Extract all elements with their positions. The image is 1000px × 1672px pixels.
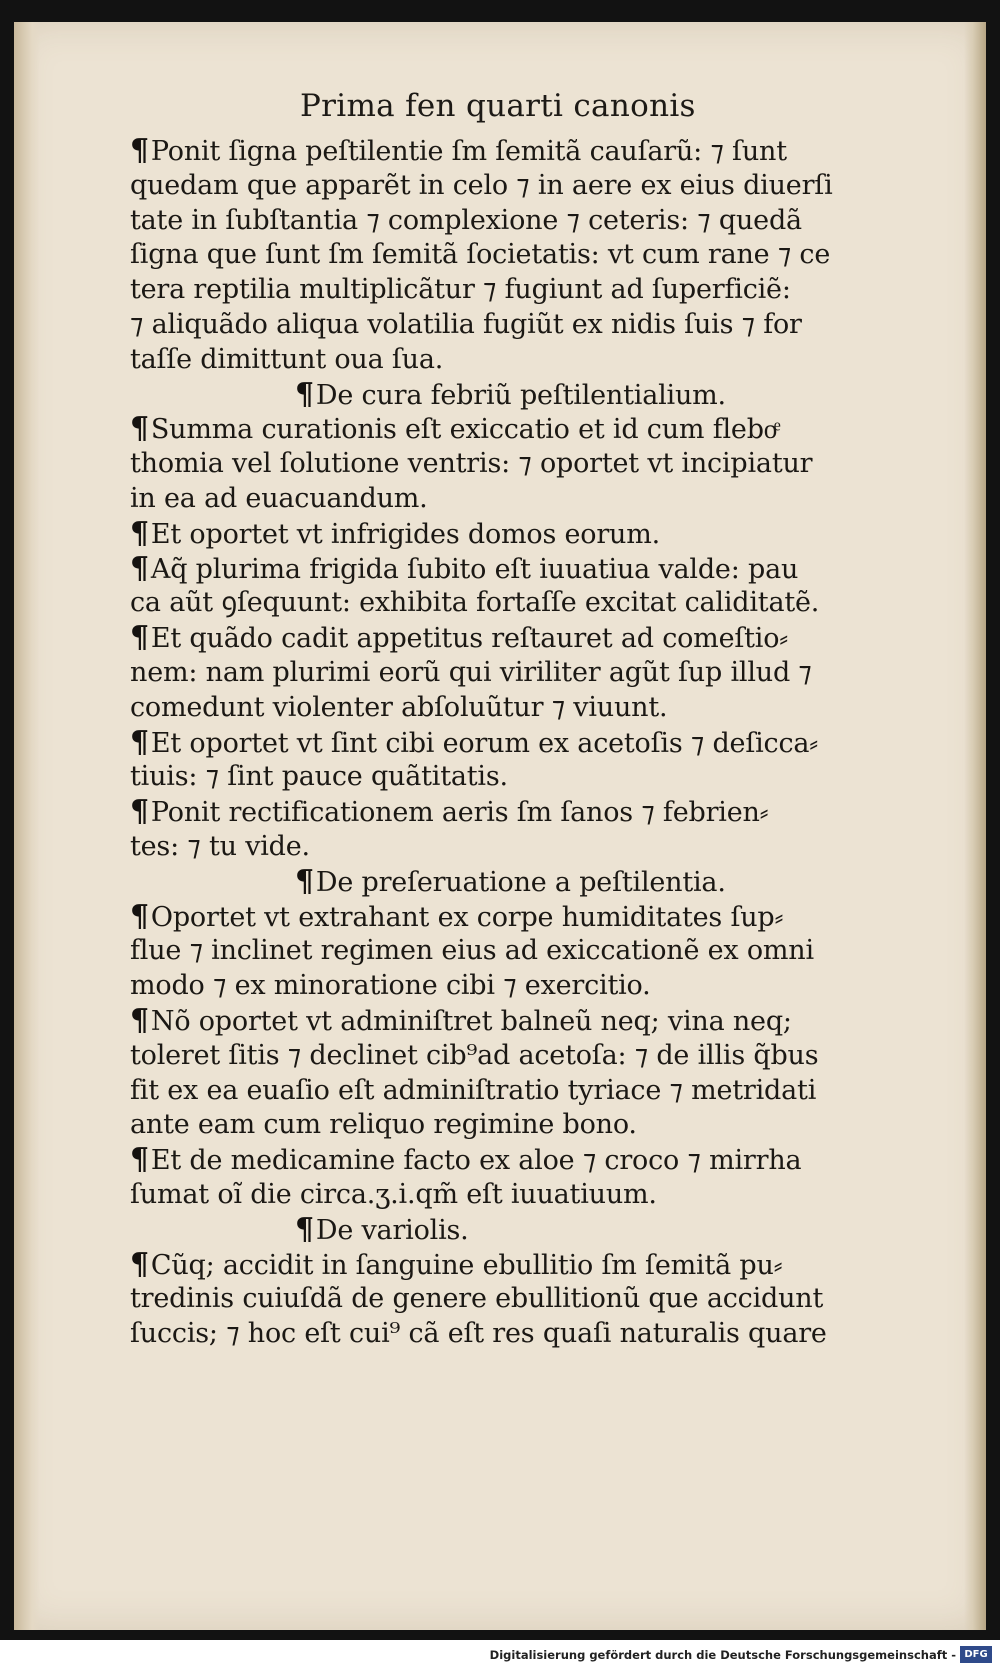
line-text: De cura febriũ peſtilentialium.: [315, 379, 726, 411]
line-text: thomia vel ſolutione ventris: ⁊ oportet vt incipiatur: [130, 448, 813, 480]
line-text: taſſe dimittunt oua ſua.: [130, 343, 444, 375]
text-line: [130, 1074, 900, 1109]
paragraph-mark: ¶: [130, 1003, 149, 1038]
text-line: [130, 1143, 900, 1178]
text-line: [130, 482, 900, 517]
line-text: Summa curationis eſt exiccatio et id cum fleboͤ: [150, 414, 778, 446]
text-line: [130, 1282, 900, 1317]
line-text: tes: ⁊ tu vide.: [130, 830, 310, 862]
text-line: [130, 343, 900, 378]
text-line: [130, 134, 900, 169]
line-text: Et oportet vt infrigides domos eorum.: [150, 518, 661, 550]
text-line: [130, 691, 900, 726]
text-line: [130, 969, 900, 1004]
line-text: tera reptilia multiplicãtur ⁊ fugiunt ad ſuperficiẽ:: [130, 274, 791, 306]
paragraph-mark: ¶: [130, 725, 149, 760]
text-line: [130, 586, 900, 621]
line-text: Cũq; accidit in ſanguine ebullitio ſm ſemitã pu⸗: [150, 1249, 783, 1281]
line-text: tiuis: ⁊ ſint pauce quãtitatis.: [130, 761, 508, 793]
line-text: Et oportet vt ſint cibi eorum ex acetoſis ⁊ deſicca⸗: [150, 727, 819, 759]
line-text: toleret ſitis ⁊ declinet cib⁹ad acetoſa: ⁊ de illis q̃bus: [130, 1039, 819, 1071]
text-line: [130, 273, 900, 308]
page-edge-shadow: [964, 22, 986, 1630]
dfg-logo: DFG: [960, 1646, 992, 1663]
paragraph-mark: ¶: [130, 1143, 149, 1178]
paragraph-mark: ¶: [130, 412, 149, 447]
text-line: [130, 830, 900, 865]
text-line: [130, 656, 900, 691]
text-block: [130, 134, 900, 1352]
paragraph-mark: ¶: [295, 864, 314, 899]
text-line: [130, 1039, 900, 1074]
line-text: Nõ oportet vt adminiſtret balneũ neq; vina neq;: [150, 1005, 792, 1037]
text-line: [130, 1004, 900, 1039]
text-line: [130, 795, 900, 830]
paragraph-mark: ¶: [295, 1212, 314, 1247]
line-text: nem: nam plurimi eorũ qui viriliter agũt ſup illud ⁊: [130, 656, 812, 688]
line-text: ſumat oĩ die circa.ʒ.i.qm̃ eſt iuuatiuum.: [130, 1178, 657, 1210]
text-line: [130, 726, 900, 761]
paragraph-mark: ¶: [130, 516, 149, 551]
line-text: ca aũt ꝯſequunt: exhibita fortaſſe excitat caliditatẽ.: [130, 587, 820, 619]
line-text: tate in ſubſtantia ⁊ complexione ⁊ ceteris: ⁊ quedã: [130, 204, 802, 236]
text-line: [130, 238, 900, 273]
text-line: [130, 308, 900, 343]
text-line: [130, 552, 900, 587]
digitization-credit: Digitalisierung gefördert durch die Deutsche Forschungsgemeinschaft -: [489, 1648, 956, 1662]
footer-strip: [0, 1640, 1000, 1672]
text-line: [130, 517, 900, 552]
line-text: tredinis cuiuſdã de genere ebullitionũ que accidunt: [130, 1283, 824, 1315]
text-line: [130, 1317, 900, 1352]
line-text: ſigna que ſunt ſm ſemitã ſocietatis: vt cum rane ⁊ ce: [130, 239, 831, 271]
paragraph-mark: ¶: [130, 621, 149, 656]
line-text: comedunt violenter abſoluũtur ⁊ viuunt.: [130, 691, 668, 723]
line-text: Aq̃ plurima frigida ſubito eſt iuuatiua valde: pau: [150, 553, 799, 585]
line-text: flue ⁊ inclinet regimen eius ad exiccationẽ ex omni: [130, 935, 814, 967]
section-heading-line: [130, 1213, 900, 1248]
paragraph-mark: ¶: [130, 899, 149, 934]
line-text: modo ⁊ ex minoratione cibi ⁊ exercitio.: [130, 970, 651, 1002]
text-line: [130, 1108, 900, 1143]
text-line: [130, 621, 900, 656]
text-line: [130, 447, 900, 482]
paragraph-mark: ¶: [130, 551, 149, 586]
line-text: ſuccis; ⁊ hoc eſt cui⁹ cã eſt res quaſi naturalis quare: [130, 1318, 827, 1350]
text-line: [130, 1178, 900, 1213]
text-line: [130, 900, 900, 935]
line-text: De variolis.: [315, 1214, 469, 1246]
section-heading-line: [130, 865, 900, 900]
text-line: [130, 934, 900, 969]
paragraph-mark: ¶: [130, 134, 149, 168]
line-text: ante eam cum reliquo regimine bono.: [130, 1109, 637, 1141]
line-text: Ponit rectificationem aeris ſm ſanos ⁊ febrien⸗: [150, 797, 769, 829]
text-line: [130, 169, 900, 204]
line-text: Oportet vt extrahant ex corpe humiditates ſup⸗: [150, 901, 784, 933]
text-line: [130, 412, 900, 447]
line-text: ⁊ aliquãdo aliqua volatilia fugiũt ex nidis ſuis ⁊ for: [130, 308, 802, 340]
paragraph-mark: ¶: [130, 795, 149, 830]
line-text: in ea ad euacuandum.: [130, 482, 428, 514]
line-text: quedam que apparẽt in celo ⁊ in aere ex eius diuerſi: [130, 169, 833, 201]
running-head: Prima fen quarti canonis: [300, 88, 696, 124]
page-gutter-shadow: [14, 22, 40, 1630]
paragraph-mark: ¶: [130, 1247, 149, 1282]
section-heading-line: [130, 378, 900, 413]
paragraph-mark: ¶: [295, 377, 314, 412]
line-text: Et de medicamine facto ex aloe ⁊ croco ⁊ mirrha: [150, 1145, 802, 1177]
text-line: [130, 204, 900, 239]
line-text: Ponit ſigna peſtilentie ſm ſemitã cauſarũ: ⁊ ſunt: [150, 136, 787, 167]
line-text: De preſeruatione a peſtilentia.: [315, 866, 726, 898]
line-text: fit ex ea euaſio eſt adminiſtratio tyriace ⁊ metridati: [130, 1074, 817, 1106]
text-line: [130, 1248, 900, 1283]
text-line: [130, 760, 900, 795]
line-text: Et quãdo cadit appetitus reſtauret ad comeſtio⸗: [150, 623, 789, 655]
